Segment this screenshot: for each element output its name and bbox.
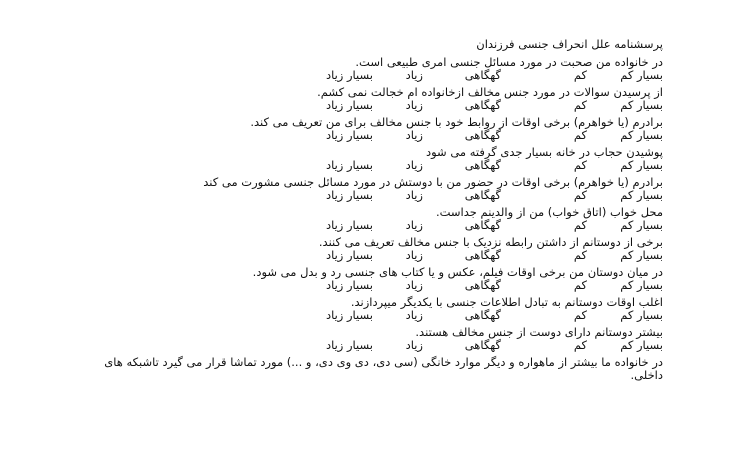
- question-text: برخی از دوستانم از داشتن رابطه نزدیک با جنس مخالف تعریف می کنند.: [318, 235, 663, 249]
- answer-scale: [96, 339, 663, 352]
- scale-option: گهگاهی: [464, 98, 501, 112]
- question-item: [96, 116, 663, 142]
- question-text: در خانواده من صحبت در مورد مسائل جنسی امری طبیعی است.: [355, 55, 663, 69]
- answer-scale: [96, 309, 663, 322]
- question-text: محل خواب (اتاق خواب) من از والدینم جداست.: [435, 205, 663, 219]
- answer-scale: [96, 219, 663, 232]
- question-item: [96, 296, 663, 322]
- question-item: [96, 86, 663, 112]
- questionnaire-page: [96, 38, 663, 386]
- question-text: در خانواده ما بیشتر از ماهواره و دیگر موارد خانگی (سی دی، دی وی دی، و ...) مورد تماشا قرار می گیرد تاشبکه های داخلی.: [104, 355, 663, 382]
- scale-option: کم: [573, 218, 587, 232]
- scale-option: بسیار زیاد: [325, 158, 373, 172]
- scale-option: گهگاهی: [464, 128, 501, 142]
- document-title: پرسشنامه علل انحراف جنسی فرزندان: [476, 37, 663, 51]
- question-item: [96, 236, 663, 262]
- answer-scale: [96, 69, 663, 82]
- scale-option: زیاد: [405, 98, 423, 112]
- scale-option: بسیار زیاد: [325, 338, 373, 352]
- scale-option: کم: [573, 308, 587, 322]
- question-item: [96, 146, 663, 172]
- answer-scale: [96, 249, 663, 262]
- question-text: در میان دوستان من برخی اوقات فیلم، عکس و یا کتاب های جنسی رد و بدل می شود.: [252, 265, 663, 279]
- question-item: [96, 326, 663, 352]
- scale-option: بسیار کم: [620, 248, 663, 262]
- scale-option: گهگاهی: [464, 218, 501, 232]
- scale-option: بسیار زیاد: [325, 68, 373, 82]
- scale-option: زیاد: [405, 188, 423, 202]
- question-text: برادرم (یا خواهرم) برخی اوقات در حضور من با دوستش در مورد مسائل جنسی مشورت می کند: [203, 175, 663, 189]
- scale-option: بسیار زیاد: [325, 188, 373, 202]
- question-item: [96, 356, 663, 382]
- answer-scale: [96, 189, 663, 202]
- scale-option: گهگاهی: [464, 308, 501, 322]
- scale-option: بسیار کم: [620, 278, 663, 292]
- scale-option: بسیار زیاد: [325, 98, 373, 112]
- scale-option: کم: [573, 158, 587, 172]
- question-text: از پرسیدن سوالات در مورد جنس مخالف ازخانواده ام خجالت نمی کشم.: [317, 85, 663, 99]
- question-text: پوشیدن حجاب در خانه بسیار جدی گرفته می شود: [425, 145, 663, 159]
- scale-option: زیاد: [405, 218, 423, 232]
- question-text: اغلب اوقات دوستانم به تبادل اطلاعات جنسی با یکدیگر میپردازند.: [350, 295, 663, 309]
- scale-option: زیاد: [405, 158, 423, 172]
- scale-option: گهگاهی: [464, 188, 501, 202]
- scale-option: بسیار کم: [620, 188, 663, 202]
- scale-option: بسیار کم: [620, 128, 663, 142]
- question-item: [96, 206, 663, 232]
- scale-option: بسیار زیاد: [325, 218, 373, 232]
- answer-scale: [96, 159, 663, 172]
- scale-option: کم: [573, 128, 587, 142]
- answer-scale: [96, 129, 663, 142]
- scale-option: زیاد: [405, 338, 423, 352]
- scale-option: کم: [573, 98, 587, 112]
- answer-scale: [96, 99, 663, 112]
- scale-option: بسیار کم: [620, 68, 663, 82]
- scale-option: کم: [573, 68, 587, 82]
- scale-option: زیاد: [405, 128, 423, 142]
- question-item: [96, 176, 663, 202]
- scale-option: زیاد: [405, 278, 423, 292]
- scale-option: زیاد: [405, 308, 423, 322]
- answer-scale: [96, 279, 663, 292]
- scale-option: بسیار کم: [620, 308, 663, 322]
- question-item: [96, 56, 663, 82]
- scale-option: کم: [573, 278, 587, 292]
- scale-option: کم: [573, 188, 587, 202]
- scale-option: بسیار زیاد: [325, 128, 373, 142]
- scale-option: گهگاهی: [464, 248, 501, 262]
- question-text: بیشتر دوستانم دارای دوست از جنس مخالف هستند.: [415, 325, 663, 339]
- question-list: [96, 56, 663, 382]
- scale-option: گهگاهی: [464, 68, 501, 82]
- scale-option: بسیار کم: [620, 338, 663, 352]
- scale-option: بسیار کم: [620, 218, 663, 232]
- question-text: برادرم (یا خواهرم) برخی اوقات از روابط خود با جنس مخالف برای من تعریف می کند.: [250, 115, 663, 129]
- scale-option: بسیار زیاد: [325, 248, 373, 262]
- scale-option: زیاد: [405, 248, 423, 262]
- scale-option: بسیار زیاد: [325, 278, 373, 292]
- scale-option: بسیار زیاد: [325, 308, 373, 322]
- scale-option: کم: [573, 338, 587, 352]
- scale-option: گهگاهی: [464, 158, 501, 172]
- scale-option: گهگاهی: [464, 338, 501, 352]
- scale-option: گهگاهی: [464, 278, 501, 292]
- scale-option: بسیار کم: [620, 98, 663, 112]
- scale-option: زیاد: [405, 68, 423, 82]
- scale-option: کم: [573, 248, 587, 262]
- scale-option: بسیار کم: [620, 158, 663, 172]
- question-item: [96, 266, 663, 292]
